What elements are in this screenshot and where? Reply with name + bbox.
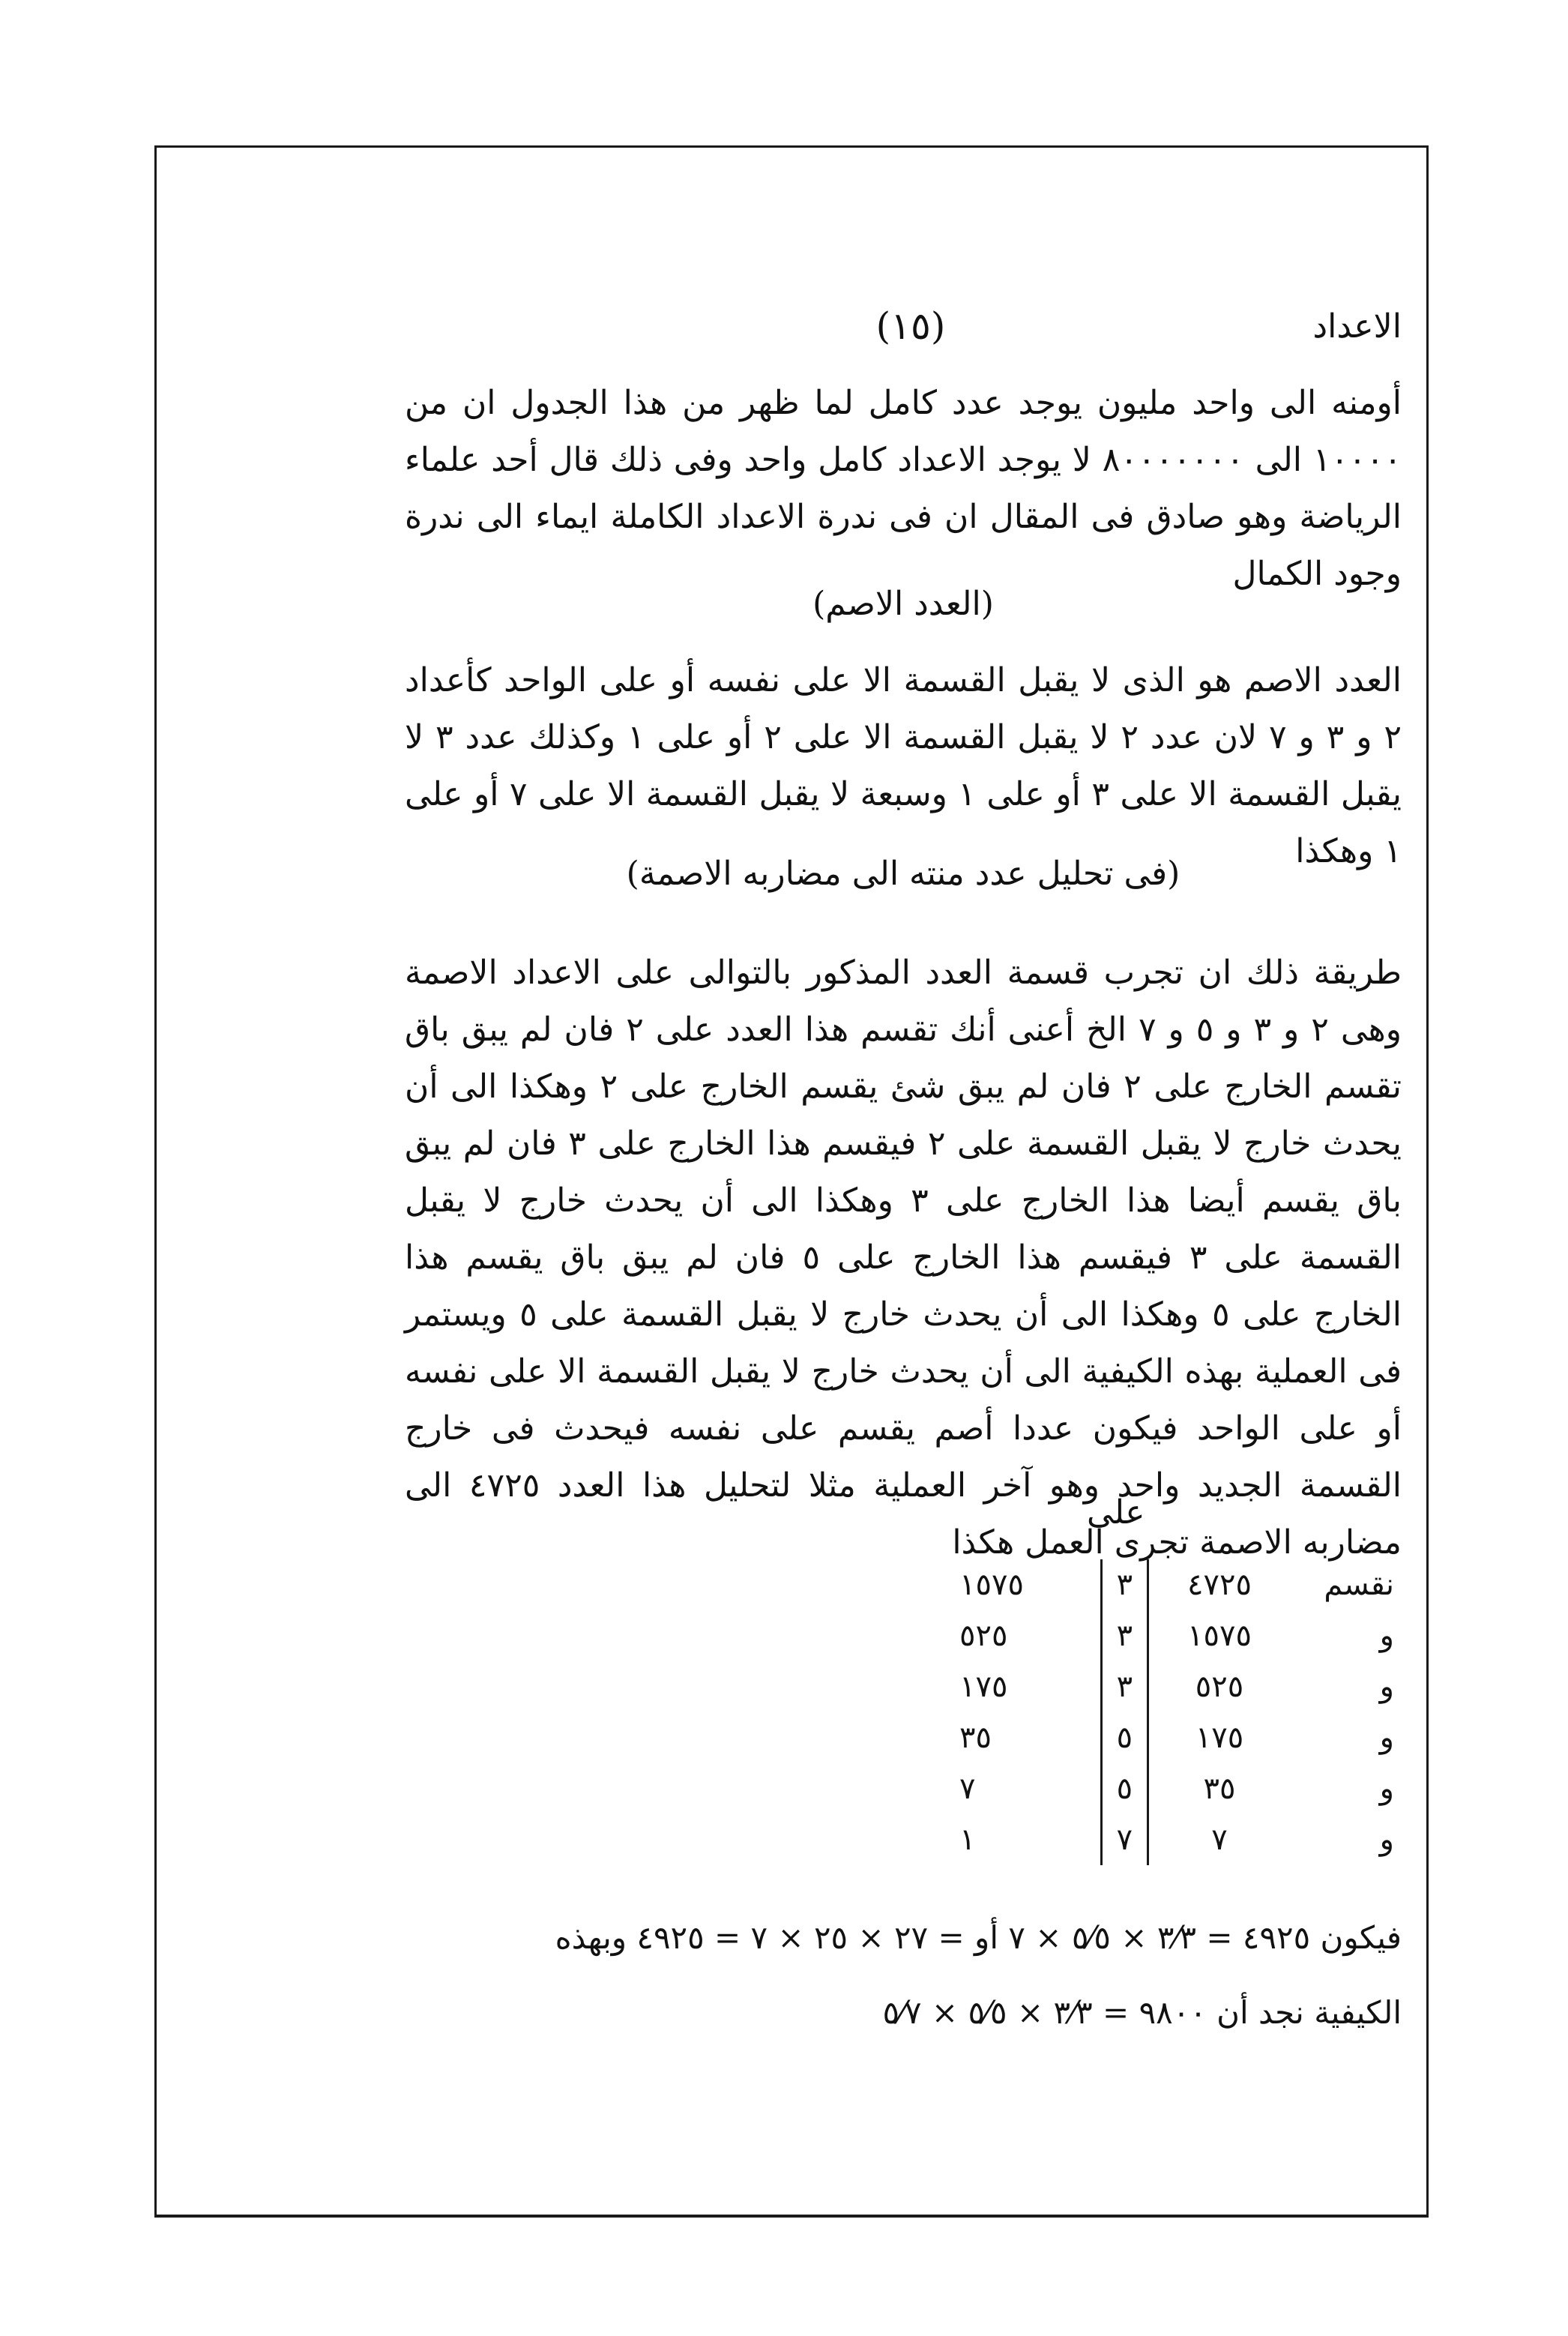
division-label: و [1379,1822,1394,1857]
division-dividend: ٣٥ [1203,1771,1236,1806]
paragraph-perfect-numbers: أومنه الى واحد مليون يوجد عدد كامل لما ظهر من هذا الجدول ان من ١٠٠٠٠ الى ٨٠٠٠٠٠٠٠ لا يوجد الاعداد كامل واحد وفى ذلك قال أحد علماء الرياضة وهو صادق فى المقال ان فى ندرة الاعداد الكاملة ايماء الى ندرة وجود الكمال [405,384,1402,593]
division-divisor: ٥ [1101,1763,1148,1814]
division-label: نقسم [1324,1568,1394,1602]
page-number: (١٥) [875,304,946,348]
division-quotient: ١ [959,1822,976,1857]
division-quotient: ١٥٧٥ [959,1568,1024,1602]
division-table [952,1559,1402,1865]
division-dividend: ٥٢٥ [1195,1670,1244,1704]
division-row [952,1661,1402,1712]
formula-line-2 [405,1994,1402,2031]
paragraph-prime-definition: العدد الاصم هو الذى لا يقبل القسمة الا على نفسه أو على الواحد كأعداد ٢ و ٣ و ٧ لان عدد ٢ لا يقبل القسمة الا على ٢ أو على ١ وكذلك عدد ٣ لا يقبل القسمة الا على ٣ أو على ١ وسبعة لا يقبل القسمة الا على ٧ أو على ١ وهكذا [405,661,1402,870]
division-quotient: ٧ [959,1771,976,1806]
division-divisor: ٥ [1101,1712,1148,1763]
table-lead-word: على [1087,1493,1145,1532]
division-quotient: ٥٢٥ [959,1619,1008,1653]
formula-text-2: الكيفية نجد أن ٩٨٠٠ = ٣⁄٣ × ٥⁄٥ × ٥⁄٧ [882,1994,1402,2031]
division-divisor: ٧ [1101,1814,1148,1865]
division-divisor: ٣ [1101,1661,1148,1712]
division-row [952,1814,1402,1865]
page-header [420,300,1402,360]
division-divisor: ٣ [1101,1559,1148,1610]
division-quotient: ٣٥ [959,1721,992,1755]
division-row [952,1559,1402,1610]
division-label: و [1379,1771,1394,1806]
division-dividend: ٤٧٢٥ [1187,1568,1252,1602]
formula-line-1 [405,1919,1402,1956]
division-divisor: ٣ [1101,1610,1148,1661]
formula-text-1: فيكون ٤٩٢٥ = ٣⁄٣ × ٥⁄٥ × ٧ أو = ٢٧ × ٢٥ × ٧ = ٤٩٢٥ وبهذه [555,1919,1402,1956]
division-row [952,1712,1402,1763]
section-heading-factorization: (فى تحليل عدد منته الى مضاربه الاصمة) [626,855,1180,893]
running-head: الاعداد [1312,307,1402,346]
division-label: و [1379,1670,1394,1704]
division-row [952,1763,1402,1814]
division-label: و [1379,1619,1394,1653]
division-row [952,1610,1402,1661]
division-dividend: ١٥٧٥ [1187,1619,1252,1653]
paragraph-factorization-method: طريقة ذلك ان تجرب قسمة العدد المذكور بالتوالى على الاعداد الاصمة وهى ٢ و ٣ و ٥ و ٧ الخ أعنى أنك تقسم هذا العدد على ٢ فان لم يبق باق تقسم الخارج على ٢ فان لم يبق شئ يقسم الخارج على ٢ وهكذا الى أن يحدث خارج لا يقبل القسمة على ٢ فيقسم هذا الخارج على ٣ فان لم يبق باق يقسم أيضا هذا الخارج على ٣ وهكذا الى أن يحدث خارج لا يقبل القسمة على ٣ فيقسم هذا الخارج على ٥ فان لم يبق باق يقسم هذا الخارج على ٥ وهكذا الى أن يحدث خارج لا يقبل القسمة على ٥ ويستمر فى العملية بهذه الكيفية الى أن يحدث خارج لا يقبل القسمة الا على نفسه أو على الواحد فيكون عددا أصم يقسم على نفسه فيحدث فى خارج القسمة الجديد واحد وهو آخر العملية مثلا لتحليل هذا العدد ٤٧٢٥ الى مضاربه الاصمة تجرى العمل هكذا [405,954,1402,1562]
division-quotient: ١٧٥ [959,1670,1008,1704]
division-dividend: ١٧٥ [1195,1721,1244,1755]
division-dividend: ٧ [1211,1822,1228,1857]
division-label: و [1379,1721,1394,1755]
section-heading-prime: (العدد الاصم) [812,585,994,623]
